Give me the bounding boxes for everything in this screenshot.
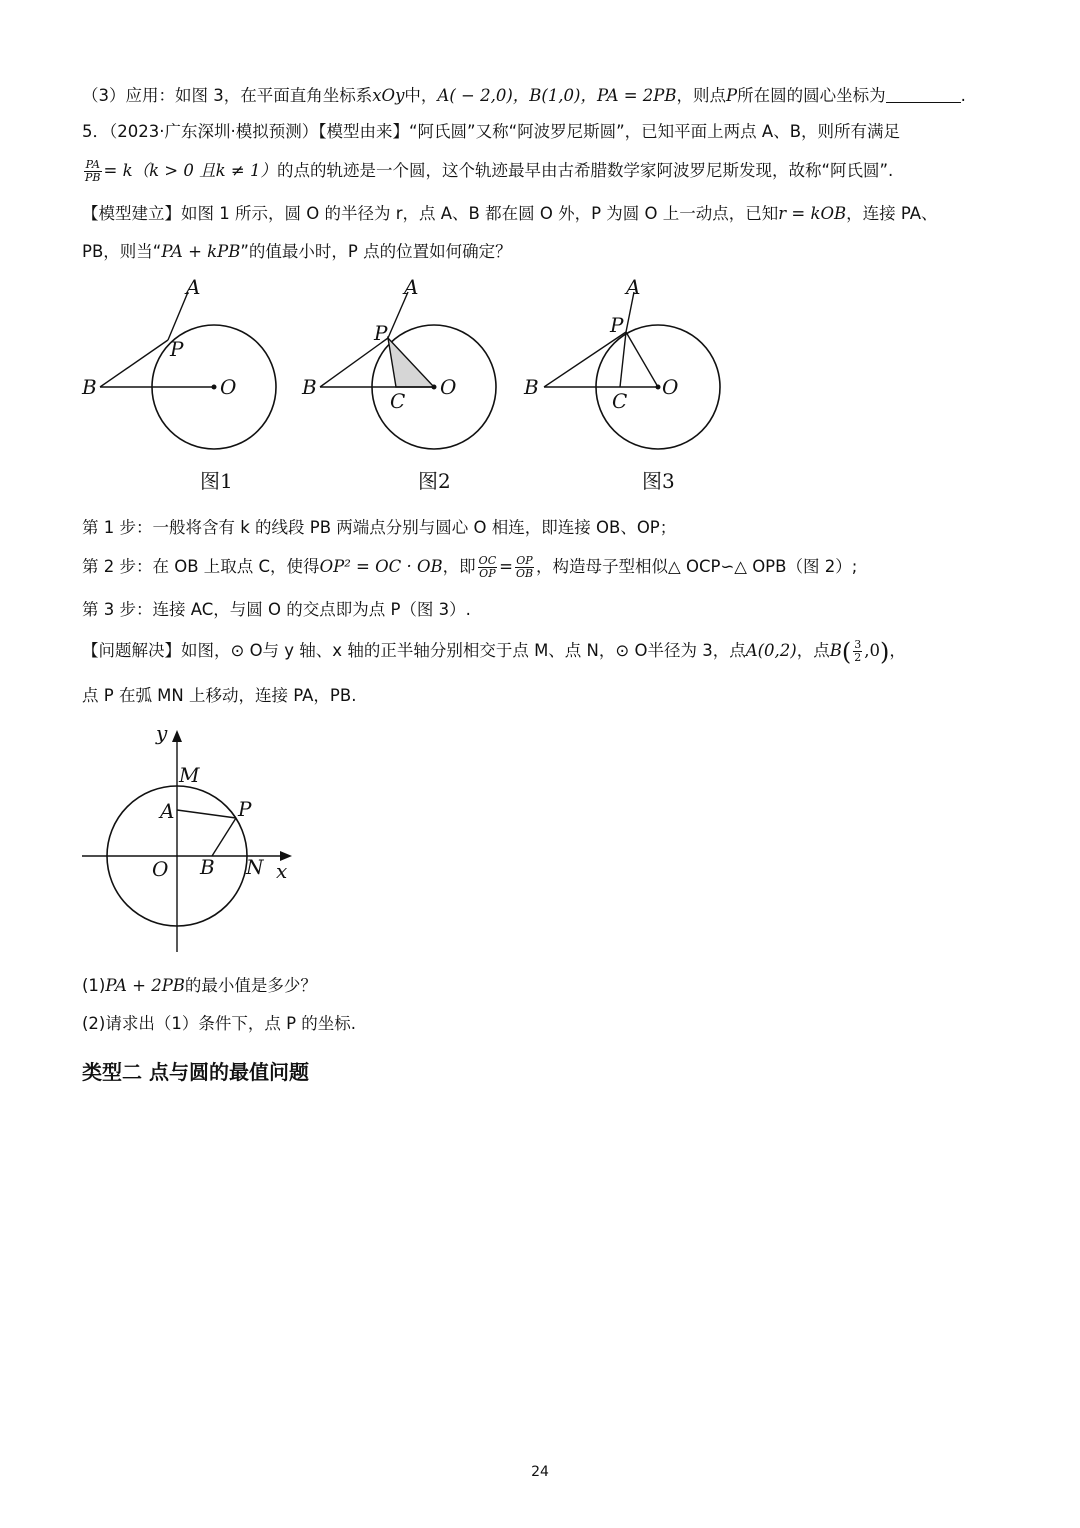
- step-1: 第 1 步：一般将含有 k 的线段 PB 两端点分别与圆心 O 相连，即连接 OB、OP；: [82, 518, 677, 537]
- svg-text:M: M: [179, 763, 200, 787]
- svg-text:P: P: [374, 321, 388, 345]
- solve-line2: 点 P 在弧 MN 上移动，连接 PA，PB.: [82, 686, 357, 705]
- svg-text:x: x: [276, 859, 288, 883]
- figure-2: [301, 275, 496, 493]
- svg-text:A: A: [626, 275, 641, 299]
- question-1: (1)PA + 2PB的最小值是多少？: [82, 976, 317, 995]
- step-3: 第 3 步：连接 AC，与圆 O 的交点即为点 P（图 3）.: [82, 600, 471, 619]
- coordinate-figure: [76, 716, 306, 961]
- svg-text:O: O: [220, 375, 237, 399]
- figure-1: [81, 275, 276, 493]
- svg-text:O: O: [440, 375, 457, 399]
- answer-blank[interactable]: [886, 86, 961, 103]
- q5-condition-line: $\frac{PA}{PB}$ = k（k > 0 且k ≠ 1）的点的轨迹是一个圆，这个轨迹最早由古希腊数学家阿波罗尼斯发现，故称“阿氏圆”.: [85, 158, 894, 184]
- svg-text:B: B: [200, 855, 215, 879]
- svg-text:B: B: [524, 375, 539, 399]
- q5-head: 5．（2023·广东深圳·模拟预测）【模型由来】“阿氏圆”又称“阿波罗尼斯圆”，已知平面上两点 A、B，则所有满足: [82, 122, 901, 141]
- ratio-fraction: $\frac{PA}{PB}$: [85, 158, 101, 184]
- svg-text:图2: 图2: [418, 469, 451, 493]
- svg-text:y: y: [156, 721, 168, 745]
- svg-text:P: P: [238, 797, 252, 821]
- svg-text:O: O: [662, 375, 679, 399]
- svg-text:A: A: [186, 275, 201, 299]
- svg-text:N: N: [246, 855, 264, 879]
- question-2: (2)请求出（1）条件下，点 P 的坐标.: [82, 1014, 357, 1033]
- model-figures: [70, 270, 750, 500]
- solve-line1: 【问题解决】如图，⊙ O与 y 轴、x 轴的正半轴分别相交于点 M、点 N，⊙ O半径为 3，点A(0,2)，点B( $\frac{3}{2}$ ,0)，: [82, 638, 906, 666]
- step-2: 第 2 步：在 OB 上取点 C，使得OP² = OC · OB，即 $\frac{OC}{OP}$ = $\frac{OP}{OB}$ ，构造母子型相似△ OCP∽△ OPB（图 2）;: [82, 554, 858, 580]
- svg-text:B: B: [302, 375, 317, 399]
- svg-text:A: A: [404, 275, 419, 299]
- section-heading: 类型二 点与圆的最值问题: [82, 1060, 309, 1084]
- page-number: 24: [531, 1464, 549, 1480]
- model-build-line2: PB，则当“PA + kPB”的值最小时，P 点的位置如何确定？: [82, 242, 512, 261]
- svg-text:C: C: [612, 389, 628, 413]
- svg-text:P: P: [610, 313, 624, 337]
- svg-text:图3: 图3: [642, 469, 675, 493]
- svg-text:O: O: [152, 857, 169, 881]
- svg-text:C: C: [390, 389, 406, 413]
- figure-3: [523, 275, 720, 493]
- q3-line: （3）应用：如图 3，在平面直角坐标系xOy中，A( − 2,0)，B(1,0)，PA = 2PB，则点P所在圆的圆心坐标为 .: [82, 86, 966, 105]
- svg-text:B: B: [82, 375, 97, 399]
- model-build-line1: 【模型建立】如图 1 所示，圆 O 的半径为 r，点 A、B 都在圆 O 外，P 为圆 O 上一动点，已知r = kOB，连接 PA、: [82, 204, 938, 223]
- svg-text:图1: 图1: [200, 469, 233, 493]
- svg-text:P: P: [170, 337, 184, 361]
- svg-text:A: A: [160, 799, 175, 823]
